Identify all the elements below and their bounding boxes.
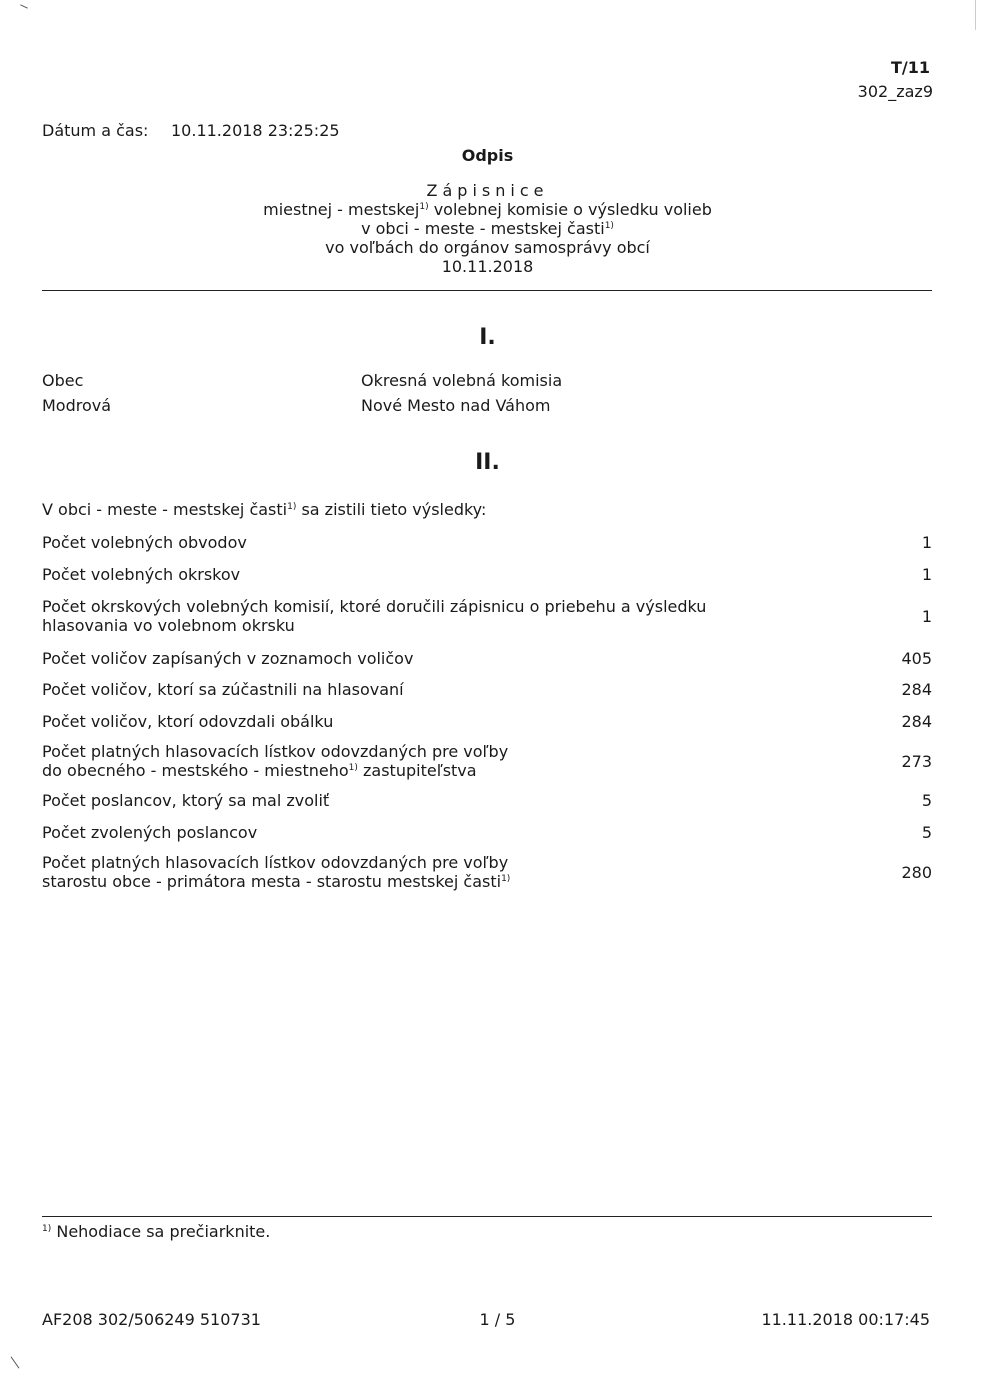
divider-footnote: [42, 1216, 932, 1217]
result-value-zvoleni: 5: [921, 823, 932, 842]
title-line-obec: v obci - meste - mestskej časti$^{1)}$: [361, 219, 614, 238]
title-line-organy: vo voľbách do orgánov samosprávy obcí: [325, 238, 650, 257]
form-code: T/11: [890, 58, 930, 77]
komisia-value: Nové Mesto nad Váhom: [361, 396, 551, 415]
result-label-mal-zvolit: Počet poslancov, ktorý sa mal zvoliť: [42, 791, 330, 810]
divider-top: [42, 290, 932, 291]
obec-label: Obec: [42, 371, 84, 390]
datetime-label: Dátum a čas:: [42, 121, 149, 140]
footnote-ref: 1): [42, 1224, 52, 1234]
title-line-zapisnice: Zápisnice: [426, 181, 549, 200]
result-label-listky-starosta: Počet platných hlasovacích lístkov odovzdaných pre voľby: [42, 853, 509, 872]
result-label-komisie: Počet okrskových volebných komisií, ktoré doručili zápisnicu o priebehu a výsledku: [42, 597, 707, 616]
scan-edge: [975, 0, 976, 30]
section-ii-numeral: II.: [475, 450, 500, 475]
result-value-zapisani: 405: [901, 649, 932, 668]
title-line-date: 10.11.2018: [441, 257, 534, 276]
result-value-listky-zastupitelstvo: 273: [901, 752, 932, 771]
datetime-value: 10.11.2018 23:25:25: [171, 121, 340, 140]
result-value-obalky: 284: [901, 712, 932, 731]
footnote-ref: 1): [348, 763, 358, 773]
footnote: $^{1)}$ Nehodiace sa prečiarknite.: [42, 1222, 271, 1241]
result-value-mal-zvolit: 5: [921, 791, 932, 810]
footnote-ref: 1): [604, 221, 614, 231]
result-value-obvody: 1: [921, 533, 932, 552]
scan-mark: [11, 1356, 20, 1368]
section-i-numeral: I.: [479, 325, 496, 350]
result-value-okrsky: 1: [921, 565, 932, 584]
footer-doc-id: AF208 302/506249 510731: [42, 1310, 261, 1329]
result-label-listky-zastupitelstvo: Počet platných hlasovacích lístkov odovzdaných pre voľby: [42, 742, 509, 761]
footnote-ref: 1): [501, 874, 511, 884]
result-label-zvoleni: Počet zvolených poslancov: [42, 823, 258, 842]
footer-page-number: 1 / 5: [479, 1310, 516, 1329]
odpis-heading: Odpis: [461, 146, 514, 165]
result-value-listky-starosta: 280: [901, 863, 932, 882]
result-label-listky-zastupitelstvo-2: do obecného - mestského - miestneho$^{1)}$ zastupiteľstva: [42, 761, 477, 780]
result-label-zapisani: Počet voličov zapísaných v zoznamoch voličov: [42, 649, 414, 668]
result-label-obalky: Počet voličov, ktorí odovzdali obálku: [42, 712, 334, 731]
footnote-ref: 1): [419, 202, 429, 212]
komisia-label: Okresná volebná komisia: [361, 371, 563, 390]
footnote-ref: 1): [287, 502, 297, 512]
title-line-komisia: miestnej - mestskej$^{1)}$ volebnej komisie o výsledku volieb: [263, 200, 712, 219]
result-value-zucastnili: 284: [901, 680, 932, 699]
footer-timestamp: 11.11.2018 00:17:45: [761, 1310, 930, 1329]
result-label-listky-starosta-2: starostu obce - primátora mesta - starostu mestskej časti$^{1)}$: [42, 872, 511, 891]
results-intro: V obci - meste - mestskej časti$^{1)}$ sa zistili tieto výsledky:: [42, 500, 487, 519]
result-label-okrsky: Počet volebných okrskov: [42, 565, 241, 584]
obec-value: Modrová: [42, 396, 112, 415]
result-label-zucastnili: Počet voličov, ktorí sa zúčastnili na hlasovaní: [42, 680, 404, 699]
scan-mark: [20, 4, 28, 8]
form-id: 302_zaz9: [857, 82, 933, 101]
result-label-komisie-2: hlasovania vo volebnom okrsku: [42, 616, 295, 635]
document-title: [0, 181, 975, 276]
result-value-komisie: 1: [921, 607, 932, 626]
result-label-obvody: Počet volebných obvodov: [42, 533, 247, 552]
